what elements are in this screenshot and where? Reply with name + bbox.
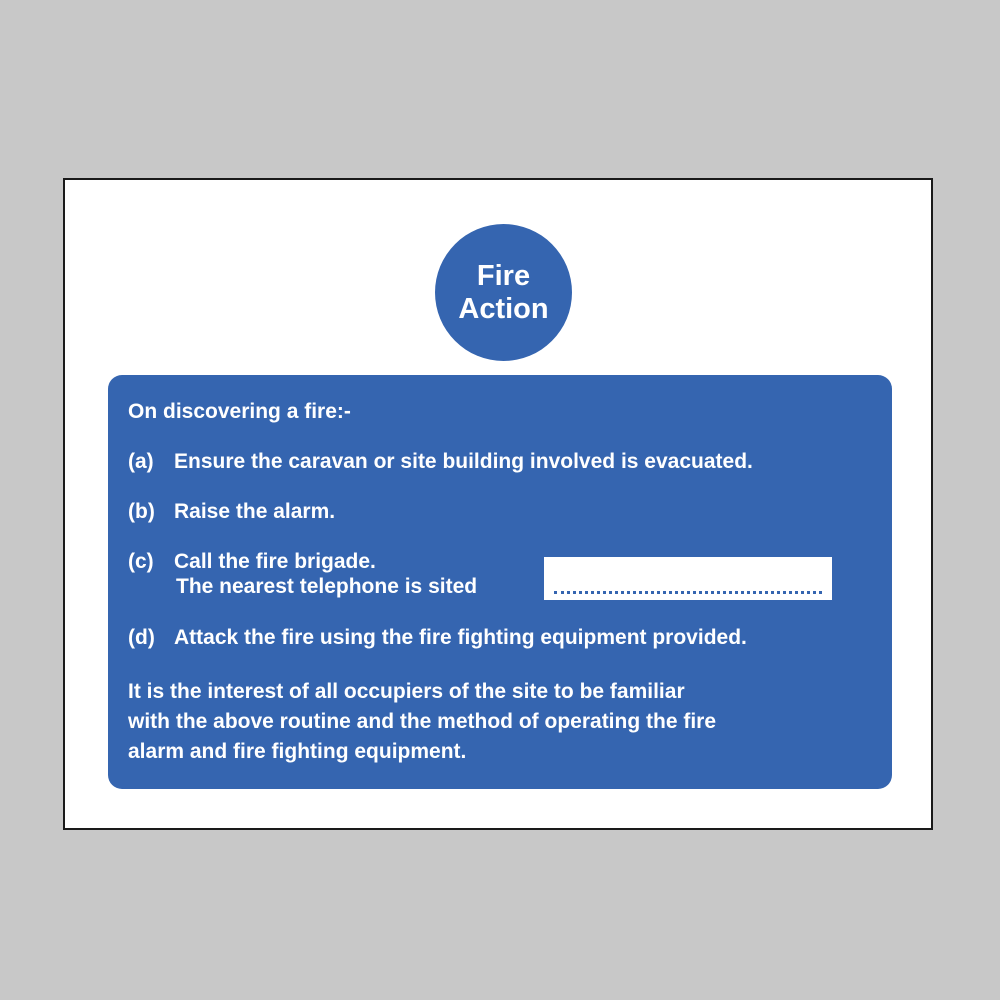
intro-text: On discovering a fire:-	[128, 400, 351, 423]
footer-text	[128, 677, 716, 767]
step-b-marker: (b)	[128, 500, 155, 523]
step-d-marker: (d)	[128, 626, 155, 649]
step-b	[128, 499, 335, 525]
step-a-marker: (a)	[128, 450, 154, 473]
dotted-fill-line	[554, 591, 822, 594]
fire-action-sign	[63, 178, 933, 830]
step-c-subtext: The nearest telephone is sited	[176, 575, 478, 598]
step-c	[128, 549, 376, 575]
telephone-location-field	[544, 557, 832, 600]
step-d-text: Attack the fire using the fire fighting equipment provided.	[174, 626, 747, 649]
step-d	[128, 625, 747, 651]
step-c-marker: (c)	[128, 550, 154, 573]
instructions-panel	[108, 375, 892, 789]
footer-line-2: with the above routine and the method of operating the fire	[128, 710, 717, 733]
step-b-text: Raise the alarm.	[174, 500, 336, 523]
step-c-text: Call the fire brigade.	[174, 550, 376, 573]
fire-action-badge	[435, 224, 572, 361]
footer-line-3: alarm and fire fighting equipment.	[128, 740, 467, 763]
badge-line-1: Fire	[476, 259, 531, 292]
step-a-text: Ensure the caravan or site building involved is evacuated.	[174, 450, 753, 473]
step-a	[128, 449, 753, 475]
badge-line-2: Action	[458, 292, 549, 325]
footer-line-1: It is the interest of all occupiers of the site to be familiar	[128, 680, 685, 703]
